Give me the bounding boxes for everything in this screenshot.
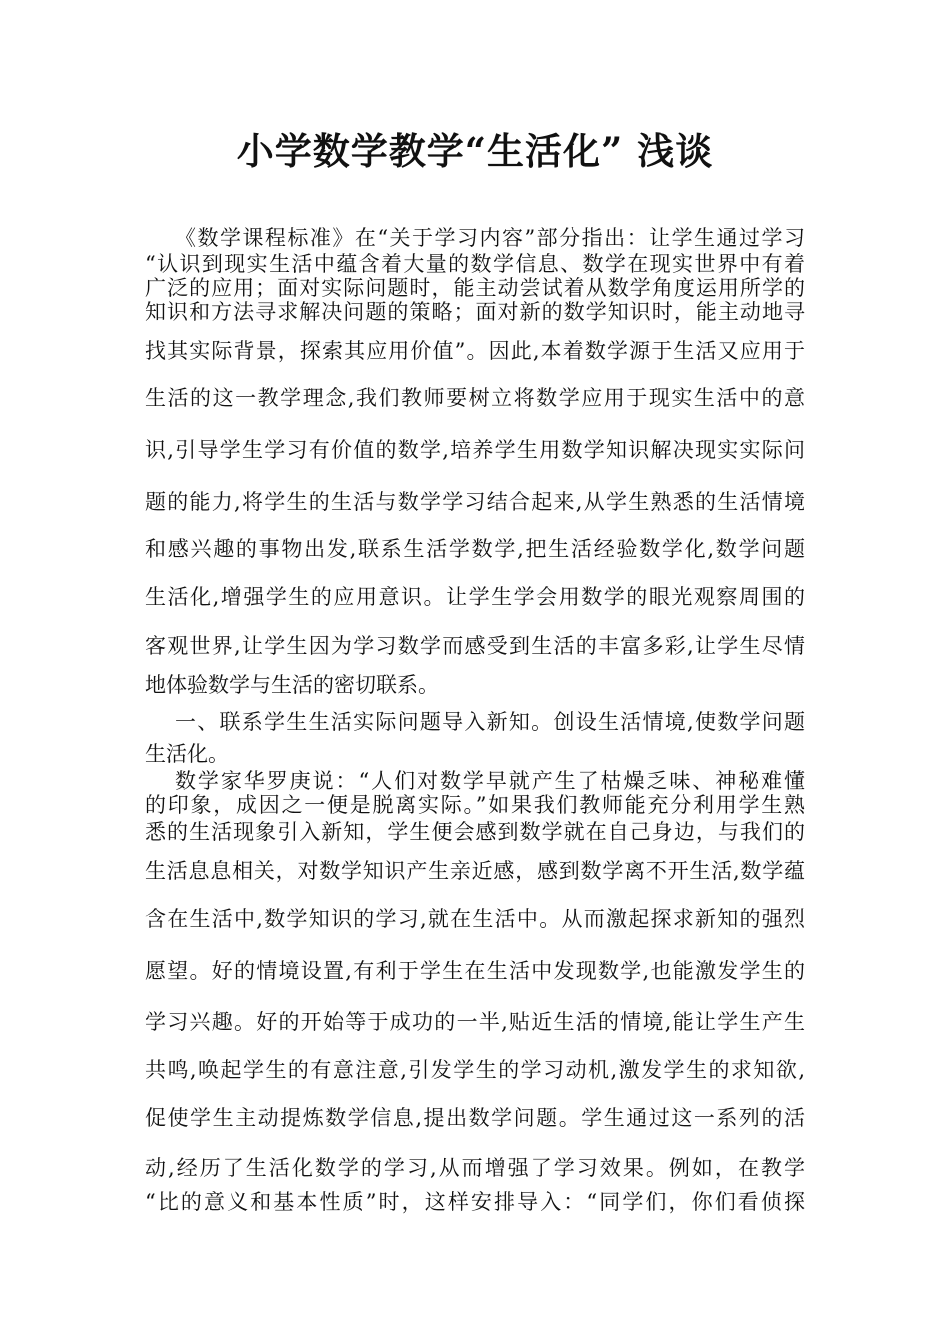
- paragraph-line: 数学家华罗庚说：“人们对数学早就产生了枯燥乏味、神秘难懂: [175, 769, 805, 793]
- paragraph-line: 地体验数学与生活的密切联系。: [145, 673, 439, 697]
- section-heading-line: 生活化。: [145, 742, 229, 766]
- paragraph-line: 生活的这一教学理念,我们教师要树立将数学应用于现实生活中的意: [145, 386, 805, 410]
- paragraph-line: 题的能力,将学生的生活与数学学习结合起来,从学生熟悉的生活情境: [145, 490, 805, 514]
- paragraph-line: 的印象，成因之一便是脱离实际。”如果我们教师能充分利用学生熟: [145, 793, 805, 817]
- paragraph-line: 含在生活中,数学知识的学习,就在生活中。从而激起探求新知的强烈: [145, 907, 805, 931]
- paragraph-line: 学习兴趣。好的开始等于成功的一半,贴近生活的情境,能让学生产生: [145, 1010, 805, 1034]
- paragraph-line: 促使学生主动提炼数学信息,提出数学问题。学生通过这一系列的活: [145, 1106, 805, 1130]
- paragraph-line: 知识和方法寻求解决问题的策略；面对新的数学知识时，能主动地寻: [145, 300, 805, 324]
- paragraph-line: 生活化,增强学生的应用意识。让学生学会用数学的眼光观察周围的: [145, 585, 805, 609]
- section-heading-line: 一、联系学生生活实际问题导入新知。创设生活情境,使数学问题: [175, 710, 805, 734]
- paragraph-line: 客观世界,让学生因为学习数学而感受到生活的丰富多彩,让学生尽情: [145, 634, 805, 658]
- paragraph-line: 动,经历了生活化数学的学习,从而增强了学习效果。例如，在教学: [145, 1156, 805, 1180]
- paragraph-line: 和感兴趣的事物出发,联系生活学数学,把生活经验数学化,数学问题: [145, 537, 805, 561]
- paragraph-line: 悉的生活现象引入新知，学生便会感到数学就在自己身边，与我们的: [145, 820, 805, 844]
- paragraph-line: 广泛的应用；面对实际问题时，能主动尝试着从数学角度运用所学的: [145, 276, 805, 300]
- paragraph-line: 愿望。好的情境设置,有利于学生在生活中发现数学,也能激发学生的: [145, 959, 805, 983]
- paragraph-line: 生活息息相关，对数学知识产生亲近感，感到数学离不开生活,数学蕴: [145, 859, 805, 883]
- paragraph-line: 识,引导学生学习有价值的数学,培养学生用数学知识解决现实实际问: [145, 438, 805, 462]
- paragraph-line: 共鸣,唤起学生的有意注意,引发学生的学习动机,激发学生的求知欲,: [145, 1058, 805, 1082]
- paragraph-line: 《数学课程标准》在“关于学习内容”部分指出：让学生通过学习: [175, 226, 805, 250]
- paragraph-line: 找其实际背景，探索其应用价值”。因此,本着数学源于生活又应用于: [145, 339, 805, 363]
- document-title: 小学数学教学“生活化” 浅谈: [236, 129, 714, 173]
- paragraph-line: “比的意义和基本性质”时，这样安排导入：“同学们，你们看侦探: [145, 1190, 805, 1214]
- paragraph-line: “认识到现实生活中蕴含着大量的数学信息、数学在现实世界中有着: [145, 252, 805, 276]
